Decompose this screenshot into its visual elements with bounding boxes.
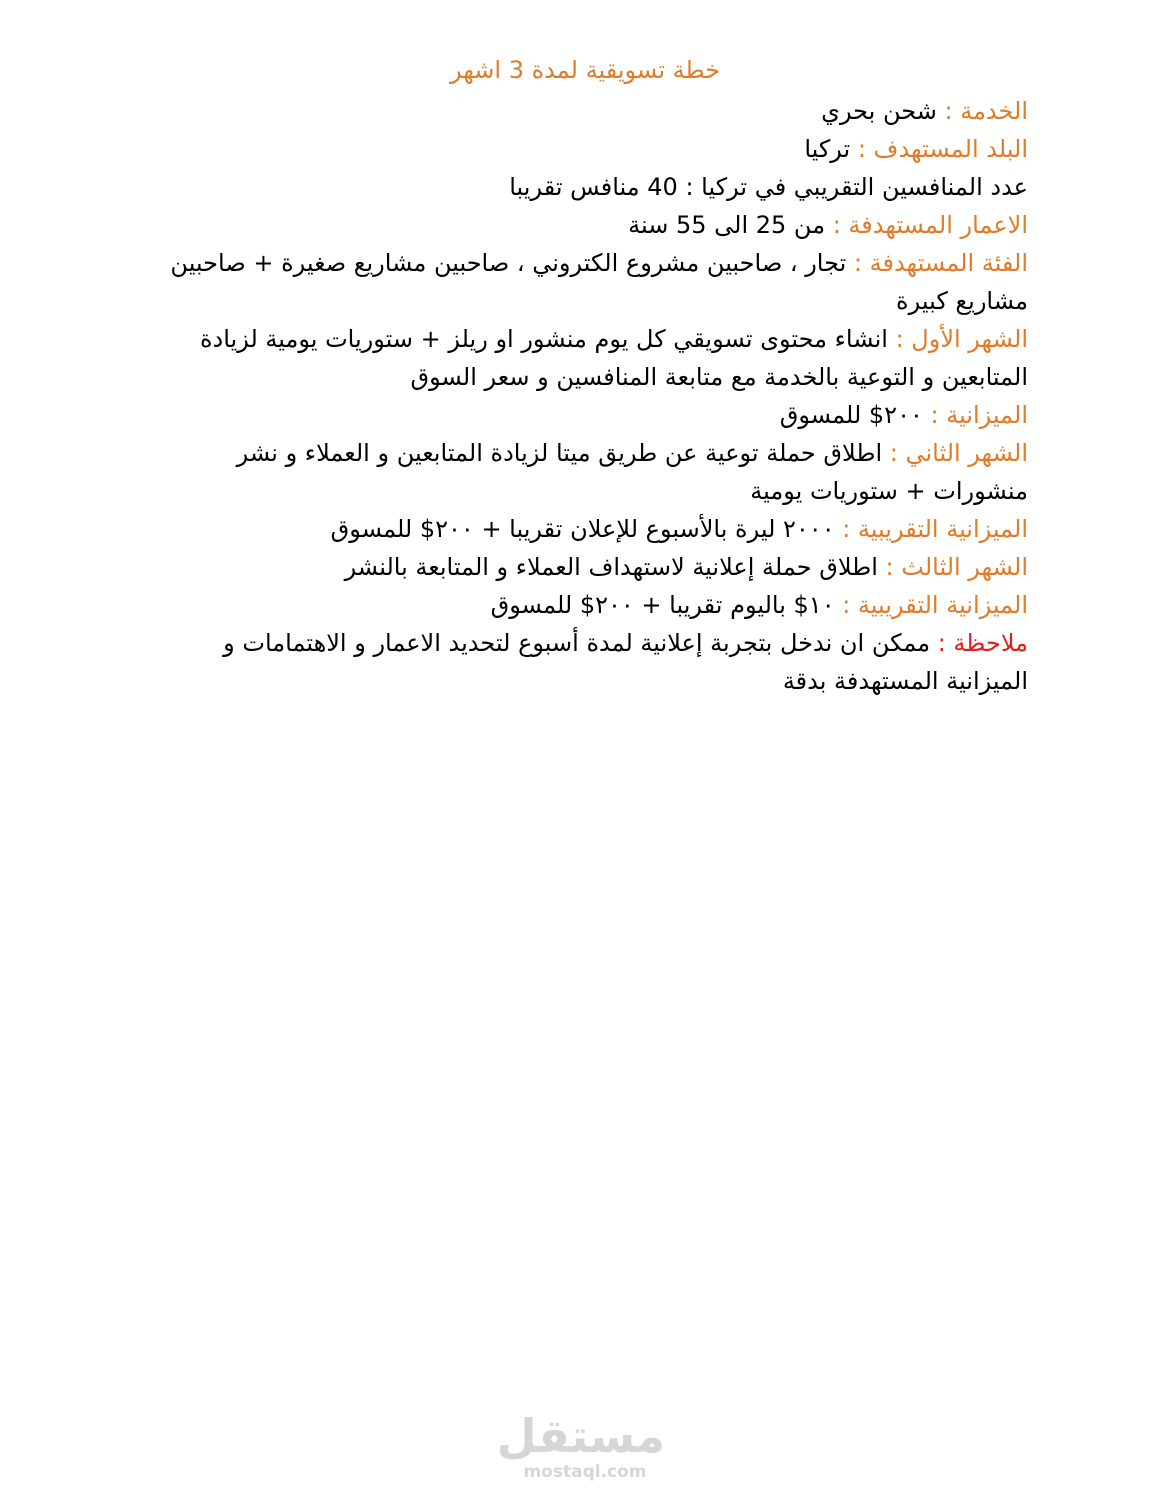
watermark-site: mostaql.com [523,1462,647,1482]
paragraph-text: ٢٠٠٠ ليرة بالأسبوع للإعلان تقريبا + ٢٠٠$ للمسوق [330,515,843,543]
paragraph-text: اطلاق حملة إعلانية لاستهداف العملاء و المتابعة بالنشر [344,553,886,581]
paragraph-label: الخدمة : [944,97,1028,125]
document-body [160,92,1028,700]
paragraph-label: ملاحظة : [937,629,1028,657]
paragraph-label: الشهر الأول : [895,325,1028,353]
paragraph-month-three [160,548,1028,586]
paragraph-text: عدد المنافسين التقريبي في تركيا : 40 منافس تقريبا [509,173,1028,201]
watermark [496,1409,665,1482]
paragraph-text: انشاء محتوى تسويقي كل يوم منشور او ريلز + ستوريات يومية لزيادة المتابعين و التوعية بالخدمة مع متابعة المنافسين و سعر السوق [199,325,1028,391]
paragraph-label: الميزانية التقريبية : [842,515,1028,543]
paragraph-target-country [160,130,1028,168]
paragraph-target-ages [160,206,1028,244]
paragraph-text: ١٠$ باليوم تقريبا + ٢٠٠$ للمسوق [490,591,843,619]
paragraph-label: الشهر الثالث : [885,553,1028,581]
paragraph-budget-three [160,586,1028,624]
paragraph-text: ٢٠٠$ للمسوق [779,401,931,429]
watermark-logo: مستقل [496,1409,665,1463]
paragraph-text: من 25 الى 55 سنة [628,211,833,239]
paragraph-text: تركيا [804,135,858,163]
paragraph-label: البلد المستهدف : [857,135,1028,163]
paragraph-budget-one [160,396,1028,434]
paragraph-competitors [160,168,1028,206]
paragraph-label: الشهر الثاني : [889,439,1028,467]
paragraph-text: تجار ، صاحبين مشروع الكتروني ، صاحبين مشاريع صغيرة + صاحبين مشاريع كبيرة [170,249,1028,315]
paragraph-month-one [160,320,1028,396]
paragraph-target-audience [160,244,1028,320]
paragraph-text: ممكن ان ندخل بتجربة إعلانية لمدة أسبوع لتحديد الاعمار و الاهتمامات و الميزانية المستهدفة بدقة [223,629,1028,695]
paragraph-month-two [160,434,1028,510]
paragraph-service [160,92,1028,130]
paragraph-budget-two [160,510,1028,548]
paragraph-note [160,624,1028,700]
page-title: خطة تسويقية لمدة 3 اشهر [449,56,721,84]
paragraph-text: شحن بحري [821,97,945,125]
paragraph-label: الميزانية : [930,401,1028,429]
paragraph-label: الفئة المستهدفة : [853,249,1028,277]
paragraph-label: الاعمار المستهدفة : [832,211,1028,239]
paragraph-label: الميزانية التقريبية : [842,591,1028,619]
paragraph-text: اطلاق حملة توعية عن طريق ميتا لزيادة المتابعين و العملاء و نشر منشورات + ستوريات يومية [236,439,1028,505]
